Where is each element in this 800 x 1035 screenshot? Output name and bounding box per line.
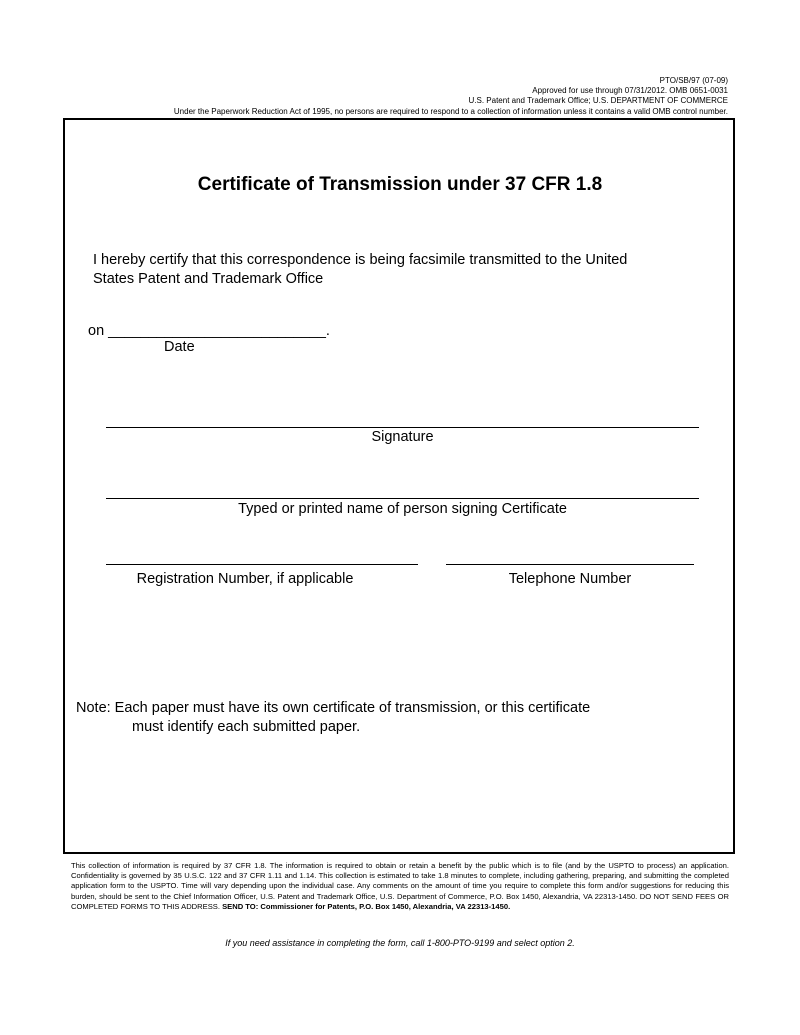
signature-line[interactable] — [106, 427, 699, 428]
signature-label: Signature — [371, 429, 434, 445]
note-line-1: Note: Each paper must have its own certificate of transmission, or this certificate — [76, 700, 591, 716]
certification-statement-line-2: States Patent and Trademark Office — [93, 271, 324, 287]
form-number: PTO/SB/97 (07-09) — [659, 76, 728, 85]
telephone-number-label: Telephone Number — [508, 571, 632, 587]
burden-text: This collection of information is required by 37 CFR 1.8. The information is required to obtain or retain a benefit by the public which is to file (and by the USPTO to process) an application. Confidentiality is governed by 35 U.S.C. 122 and 37 CFR 1.11 and 1.14. This collection is estimated to take 1.8 minutes to complete, including gathering, preparing, and submitting the completed application form to the USPTO. Time will vary depending upon the individual case. Any comments on the amount of time you require to complete this form and/or suggestions for reducing this burden, should be sent to the Chief Information Officer, U.S. Patent and Trademark Office, U.S. Department of Commerce, P.O. Box 1450, Alexandria, VA 22313-1450. DO NOT SEND FEES OR COMPLETED FORMS TO THIS ADDRESS. — [71, 861, 729, 911]
typed-name-line[interactable] — [106, 498, 699, 499]
certification-statement-line-1: I hereby certify that this correspondence is being facsimile transmitted to the United — [93, 252, 628, 268]
date-label: Date — [164, 339, 195, 355]
registration-number-line[interactable] — [106, 564, 418, 565]
help-line: If you need assistance in completing the form, call 1-800-PTO-9199 and select option 2. — [225, 938, 575, 948]
omb-approval: Approved for use through 07/31/2012. OMB 0651-0031 — [532, 86, 728, 95]
send-to-address: SEND TO: Commissioner for Patents, P.O. Box 1450, Alexandria, VA 22313-1450. — [222, 901, 511, 911]
paperwork-notice: Under the Paperwork Reduction Act of 1995, no persons are required to respond to a collection of information unless it contains a valid OMB control number. — [173, 107, 728, 116]
telephone-number-line[interactable] — [446, 564, 694, 565]
agency-line: U.S. Patent and Trademark Office; U.S. DEPARTMENT OF COMMERCE — [468, 96, 728, 105]
note-line-2: must identify each submitted paper. — [132, 719, 361, 735]
burden-statement — [71, 861, 729, 912]
registration-number-label: Registration Number, if applicable — [136, 571, 354, 587]
date-field[interactable]: on ___________________________. — [88, 323, 330, 339]
typed-name-label: Typed or printed name of person signing Certificate — [238, 501, 567, 517]
page-title: Certificate of Transmission under 37 CFR 1.8 — [197, 174, 603, 195]
certification-statement — [93, 251, 627, 289]
certificate-frame — [63, 118, 735, 854]
